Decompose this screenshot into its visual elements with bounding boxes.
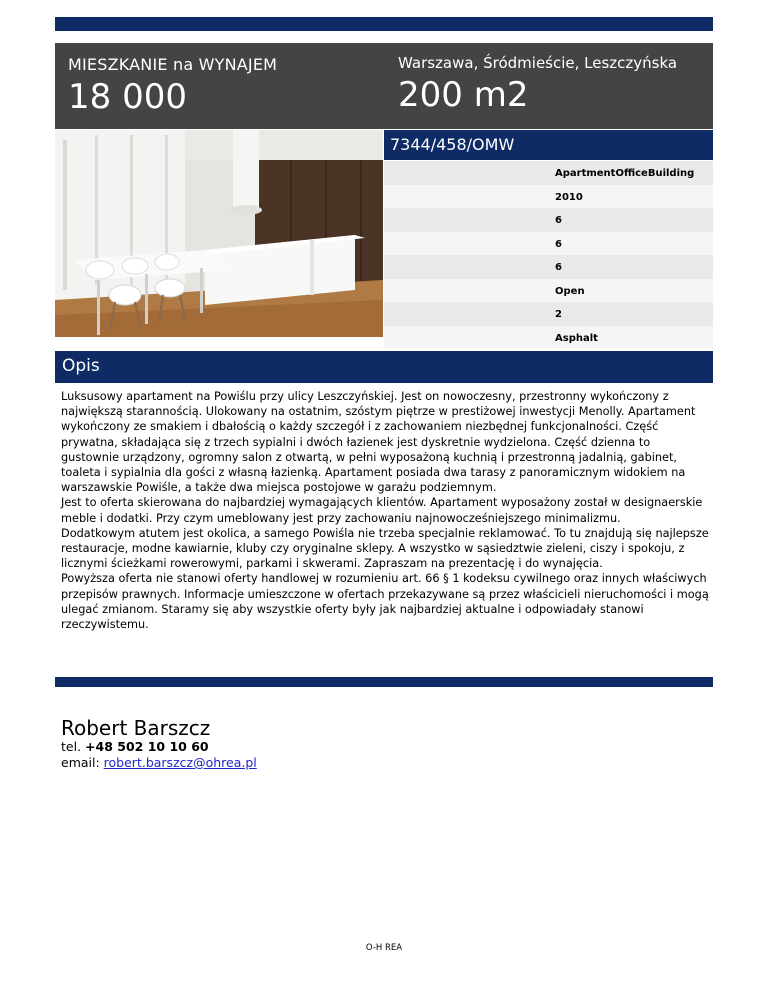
apartment-photo	[55, 130, 383, 337]
description-text: Luksusowy apartament na Powiślu przy ulicy Leszczyńskiej. Jest on nowoczesny, przestronny wykończony z największą starannością. Ulokowany na ostatnim, szóstym piętrze w prestiżowej inwestycji Menolly. Apartament wykończony ze smakiem i dbałością o każdy szczegół i z zachowaniem niezbędnej funkcjonalności. Część prywatna, składająca się z trzech sypialni i dwóch łazienek jest dyskretnie wydzielona. Część dzienna to gustownie urządzony, ogromny salon z otwartą, w pełni wyposażoną kuchnią i przestronną jadalnią, gabinet, toaleta i sypialnia dla gości z własną łazienką. Apartament posiada dwa tarasy z panoramicznym widokiem na warszawskie Powiśle, a także dwa miejsca postojowe w garażu podziemnym. Jest to oferta skierowana do najbardziej wymagających klientów. Apartament wyposażony został w designaerskie meble i dodatki. Przy czym umeblowany jest przy zachowaniu najnowocześniejszego minimalizmu. Dodatkowym atutem jest okolica, a samego Powiśla nie trzeba specjalnie reklamować. To tu znajdują się najlepsze restauracje, modne kawiarnie, kluby czy oryginalne sklepy. A wszystko w sąsiedztwie zieleni, ciszy i spokoju, z licznymi ścieżkami rowerowymi, parkami i skwerami. Zapraszam na prezentację i do wynajęcia. Powyższa oferta nie stanowi oferty handlowej w rozumieniu art. 66 § 1 kodeksu cywilnego oraz innych właściwych przepisów prawnych. Informacje umieszczone w ofertach przekazywane są przez właścicieli nieruchomości i mogą ulegać zmianom. Staramy się aby wszystkie oferty były jak najbardziej aktualne i odpowiadały stanowi rzeczywistemu.	[61, 390, 709, 632]
detail-row	[384, 326, 713, 350]
detail-value: 6	[555, 215, 562, 226]
detail-row	[384, 302, 713, 326]
phone-number: +48 502 10 10 60	[85, 739, 209, 754]
reference-bar	[384, 130, 713, 160]
detail-value: Asphalt	[555, 332, 598, 344]
detail-row	[384, 208, 713, 232]
detail-row	[384, 232, 713, 256]
detail-row	[384, 279, 713, 303]
details-table	[384, 161, 713, 349]
detail-row	[384, 255, 713, 279]
detail-value: ApartmentOfficeBuilding	[555, 168, 695, 179]
description-header	[55, 351, 713, 383]
agent-email	[61, 755, 257, 770]
listing-header	[55, 43, 713, 129]
top-accent-bar	[55, 17, 713, 31]
phone-label: tel.	[61, 739, 82, 754]
description-title: Opis	[62, 356, 100, 376]
listing-area: 200 m2	[398, 75, 529, 115]
email-label: email:	[61, 755, 100, 770]
listing-location: Warszawa, Śródmieście, Leszczyńska	[398, 54, 678, 72]
detail-value: 2	[555, 309, 562, 320]
listing-price: 18 000	[68, 77, 187, 117]
detail-row	[384, 185, 713, 209]
email-link[interactable]: robert.barszcz@ohrea.pl	[103, 755, 257, 770]
listing-type: MIESZKANIE na WYNAJEM	[68, 55, 278, 74]
reference-number: 7344/458/OMW	[390, 135, 515, 154]
agent-phone	[61, 739, 209, 754]
footer-brand: O-H REA	[365, 943, 403, 953]
detail-row	[384, 161, 713, 185]
detail-value: 2010	[555, 191, 583, 203]
detail-value: 6	[555, 238, 562, 250]
detail-value: 6	[555, 262, 562, 273]
bottom-accent-bar	[55, 677, 713, 687]
detail-value: Open	[555, 285, 585, 297]
agent-name: Robert Barszcz	[61, 716, 211, 740]
